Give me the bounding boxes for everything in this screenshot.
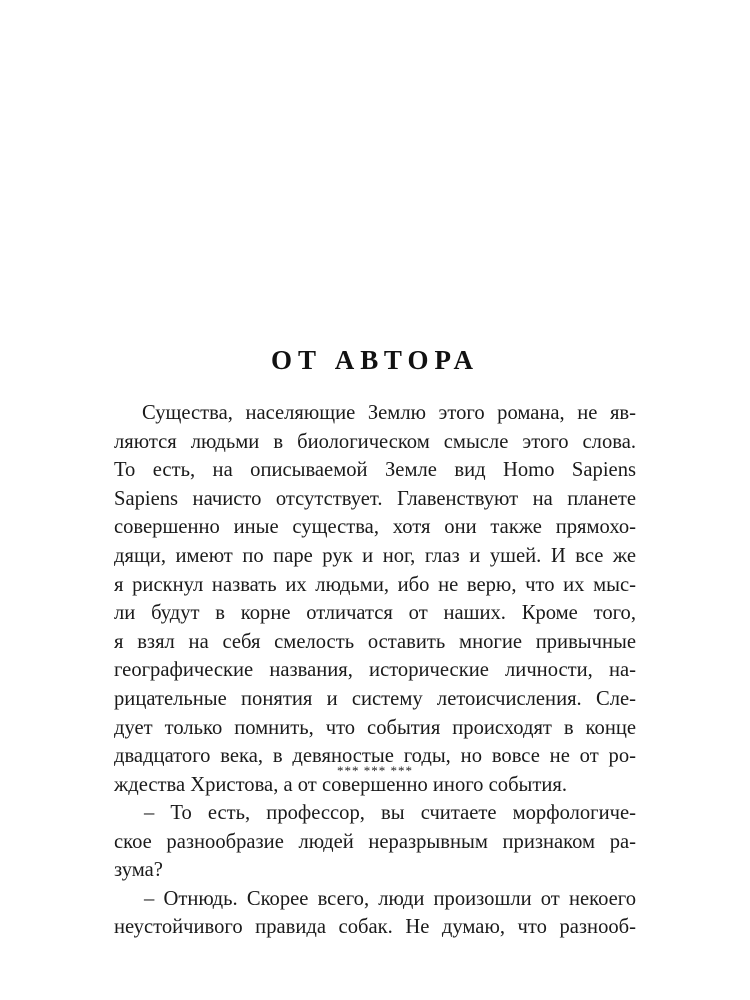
text-line: То есть, на описываемой Земле вид Homo Sapiens <box>114 459 636 482</box>
text-line: ли будут в корне отличатся от наших. Кроме того, <box>114 602 636 625</box>
text-line: я рискнул назвать их людьми, ибо не верю, что их мыс- <box>114 573 636 596</box>
text-line: Существа, населяющие Землю этого романа, не яв- <box>142 402 636 424</box>
author-note-paragraph <box>114 399 636 799</box>
text-line: ляются людьми в биологическом смысле этого слова. <box>114 430 636 453</box>
text-line: дует только помнить, что события происходят в конце <box>114 716 636 739</box>
chapter-heading: ОТ АВТОРА <box>270 345 480 375</box>
text-line: ждества Христова, а от совершенно иного события. <box>114 773 568 796</box>
text-line: географические названия, исторические личности, на- <box>114 659 636 682</box>
section-separator: *** *** *** <box>337 763 413 778</box>
dialogue-line: зума? <box>114 859 163 882</box>
dialogue-line: – Отнюдь. Скорее всего, люди произошли от некоего <box>144 887 636 910</box>
text-line: дящи, имеют по паре рук и ног, глаз и ушей. И все же <box>114 544 636 567</box>
text-line: я взял на себя смелость оставить многие привычные <box>114 630 636 653</box>
dialogue-line: ское разнообразие людей неразрывным признаком ра- <box>114 830 636 853</box>
dialogue-line: – То есть, профессор, вы считаете морфологиче- <box>144 802 636 824</box>
text-line: совершенно иные существа, хотя они также прямохо- <box>114 516 636 539</box>
dialogue-block <box>114 799 636 942</box>
dialogue-line: неустойчивого правида собак. Не думаю, что разнооб- <box>114 916 636 939</box>
text-line: двадцатого века, в девяностые годы, но вовсе не от ро- <box>114 745 636 768</box>
text-line: Sapiens начисто отсутствует. Главенствуют на планете <box>114 487 636 510</box>
text-line: рицательные понятия и систему летоисчисления. Сле- <box>114 687 636 710</box>
